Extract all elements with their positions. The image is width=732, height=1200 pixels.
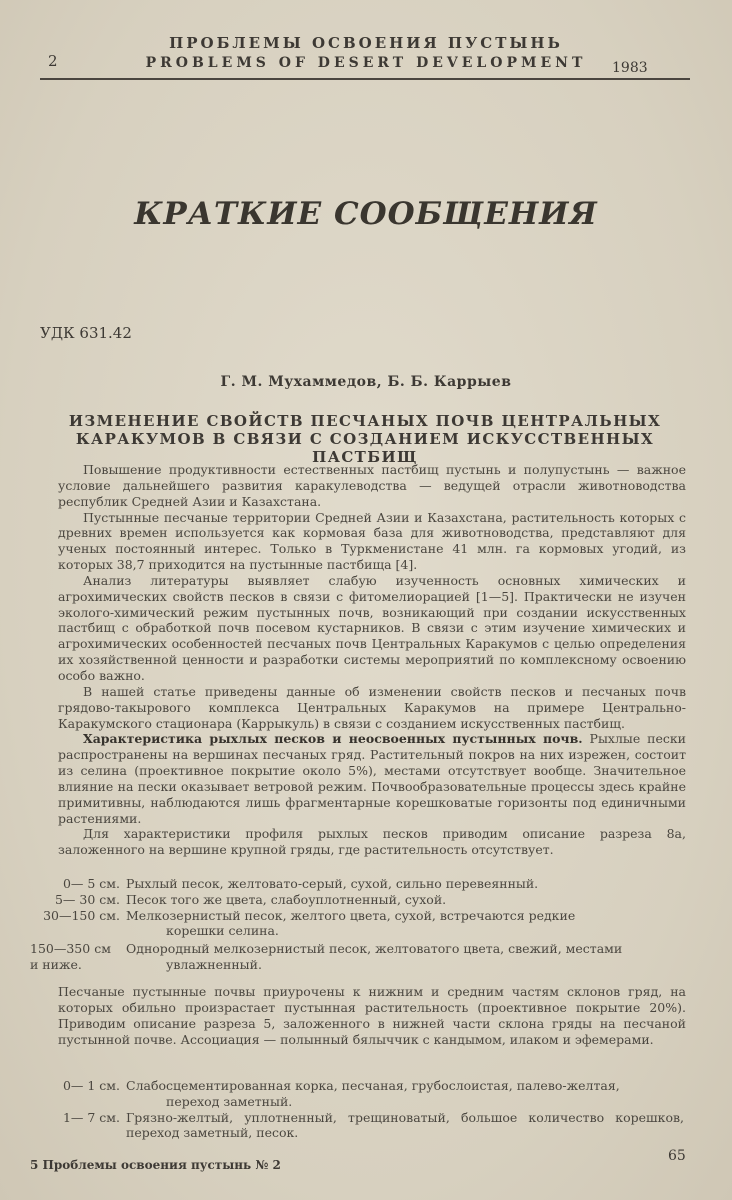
profile-row [30, 941, 684, 973]
horizon-description-cont: переход заметный. [166, 1093, 293, 1109]
horizon-depth: 5— 30 см. [54, 891, 120, 907]
article-body [58, 462, 686, 858]
horizon-description-block [126, 908, 684, 940]
horizon-depth-cont: и ниже. [30, 956, 82, 972]
horizon-description-block [126, 941, 684, 973]
footer-page-number: 65 [668, 1148, 686, 1164]
header-journal-title-ru: ПРОБЛЕМЫ ОСВОЕНИЯ ПУСТЫНЬ [169, 34, 563, 52]
horizon-description: Слабосцементированная корка, песчаная, грубослоистая, палево-желтая, [126, 1078, 620, 1093]
profile-row [30, 876, 684, 892]
subsection-text: Рыхлые пески распространены на вершинах песчаных гряд. Растительный покров на них изрежен, состоит из селина (проективное покрытие около 5%), местами отсутствует вообще. Значительное влияние на пески оказывает ветровой режим. Почвообразовательные процессы здесь крайне примитивны, наблюдаются лишь фрагментарные корешковатые горизонты под единичными растениями. [58, 731, 686, 826]
horizon-description: Мелкозернистый песок, желтого цвета, сухой, встречаются редкие [126, 907, 576, 923]
header-rule [40, 78, 690, 80]
horizon-description: Рыхлый песок, желтовато-серый, сухой, сильно перевеянный. [126, 876, 539, 891]
article-title: ИЗМЕНЕНИЕ СВОЙСТВ ПЕСЧАНЫХ ПОЧВ ЦЕНТРАЛЬНЫХ КАРАКУМОВ В СВЯЗИ С СОЗДАНИЕМ ИСКУССТВЕННЫХ ПАСТБИЩ [68, 412, 662, 466]
header-journal-title-en: PROBLEMS OF DESERT DEVELOPMENT [145, 55, 587, 71]
horizon-description-cont: увлажненный. [166, 956, 262, 972]
horizon-depth: 0— 5 см. [62, 876, 120, 891]
section-title: КРАТКИЕ СООБЩЕНИЯ [134, 196, 598, 232]
paragraph: Пустынные песчаные территории Средней Азии и Казахстана, растительность которых с древних времен используется как кормовая база для животноводства, представляют для ученых постоянный интерес. Только в Туркменистане 41 млн. га кормовых угодий, из которых 38,7 приходится на пустынные пастбища [4]. [58, 509, 686, 573]
header-year: 1983 [612, 60, 648, 76]
subsection-heading: Характеристика рыхлых песков и неосвоенных пустынных почв. [83, 731, 583, 747]
horizon-depth: 1— 7 см. [62, 1109, 120, 1125]
profile-row [30, 908, 684, 940]
soil-profile-8a [30, 876, 684, 973]
horizon-depth: 0— 1 см. [62, 1078, 120, 1093]
header-page-number: 2 [48, 52, 58, 70]
soil-profile-5 [30, 1078, 684, 1141]
horizon-depth: 150—350 см [30, 941, 111, 957]
profile-row [30, 892, 684, 908]
horizon-depth: 30—150 см. [43, 907, 120, 923]
horizon-description: Однородный мелкозернистый песок, желтоватого цвета, свежий, местами [126, 941, 623, 957]
subsection-paragraph [58, 731, 686, 826]
article-authors: Г. М. Мухаммедов, Б. Б. Каррыев [220, 374, 512, 390]
udk-code: УДК 631.42 [40, 324, 132, 342]
horizon-description-block [126, 1078, 684, 1110]
horizon-depth-block [30, 941, 126, 973]
horizon-description-cont: корешки селина. [166, 923, 279, 939]
paragraph: Песчаные пустынные почвы приурочены к нижним и средним частям склонов гряд, на которых обильно произрастает пустынная растительность (проективное покрытие 20%). Приводим описание разреза 5, заложенного в нижней части склона гряды на песчаной пустынной почве. Ассоциация — полынный бялыччик с кандымом, илаком и эфемерами. [58, 984, 686, 1047]
article-body-2 [58, 984, 686, 1047]
profile-intro: Для характеристики профиля рыхлых песков приводим описание разреза 8а, заложенного на вершине крупной гряды, где растительность отсутствует. [58, 826, 686, 858]
paragraph: В нашей статье приведены данные об изменении свойств песков и песчаных почв грядово-такырового комплекса Центральных Каракумов на примере Центрально-Каракумского стационара (Каррыкуль) в связи с созданием искусственных пастбищ. [58, 683, 686, 731]
footer-signature: 5 Проблемы освоения пустынь № 2 [30, 1158, 281, 1172]
paragraph: Повышение продуктивности естественных пастбищ пустынь и полупустынь — важное условие дальнейшего развития каракулеводства — ведущей отрасли животноводства республик Средней Азии и Казахстана. [58, 462, 686, 509]
profile-row [30, 1078, 684, 1110]
horizon-description: Песок того же цвета, слабоуплотненный, сухой. [126, 891, 447, 907]
profile-row [30, 1110, 684, 1142]
horizon-description: Грязно-желтый, уплотненный, трещиноватый, большое количество корешков, переход заметный, песок. [126, 1109, 684, 1141]
paragraph: Анализ литературы выявляет слабую изученность основных химических и агрохимических свойств песков в связи с фитомелиорацией [1—5]. Практически не изучен эколого-химический режим пустынных почв, возникающий при создании искусственных пастбищ с обработкой почв посевом кустарников. В связи с этим изучение химических и агрохимических особенностей песчаных почв Центральных Каракумов с целью определения их хозяйственной ценности и разработки системы мероприятий по комплексному освоению особо важно. [58, 572, 686, 683]
